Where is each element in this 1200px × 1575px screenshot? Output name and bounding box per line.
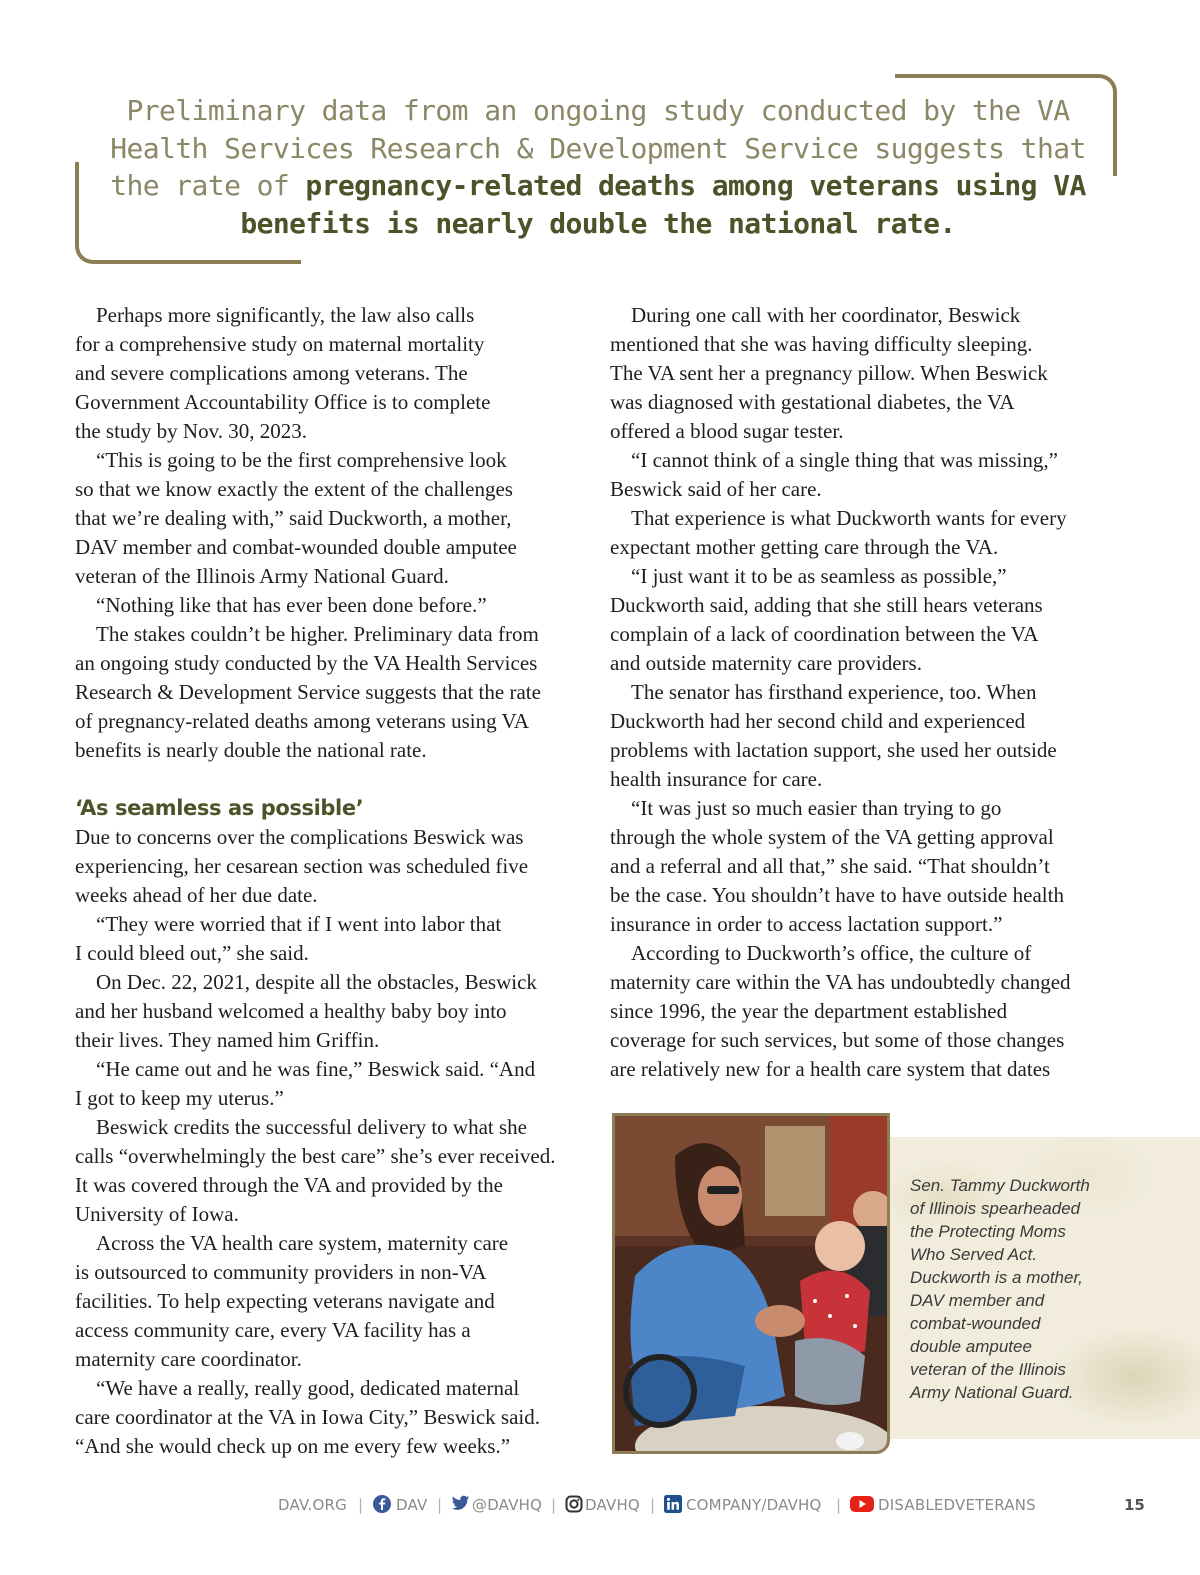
text-line: and severe complications among veterans. The [75,361,468,385]
youtube-icon[interactable] [850,1495,874,1513]
text-line: through the whole system of the VA getting approval [610,825,1054,849]
youtube-handle[interactable]: DISABLEDVETERANS [878,1496,1036,1514]
text-line: University of Iowa. [75,1202,239,1226]
text-line: of pregnancy-related deaths among veterans using VA [75,709,530,733]
text-line: maternity care coordinator. [75,1347,302,1371]
text-line: benefits is nearly double the national rate. [75,738,427,762]
caption-line: of Illinois spearheaded [910,1199,1081,1218]
page-footer [0,1494,1200,1518]
text-line: calls “overwhelmingly the best care” she’s ever received. [75,1144,556,1168]
instagram-icon[interactable] [565,1495,583,1513]
text-line: weeks ahead of her due date. [75,883,318,907]
text-line: insurance in order to access lactation support.” [610,912,1003,936]
text-line: “This is going to be the first comprehensive look [96,448,507,472]
text-line: for a comprehensive study on maternal mortality [75,332,485,356]
footer-separator: | [358,1496,364,1514]
text-line: “I just want it to be as seamless as possible,” [631,564,1007,588]
section-heading: ‘As seamless as possible’ [75,796,364,820]
text-line: and outside maternity care providers. [610,651,922,675]
text-line: Across the VA health care system, maternity care [96,1231,509,1255]
text-line: expectant mother getting care through the VA. [610,535,999,559]
text-line: Perhaps more significantly, the law also calls [96,303,475,327]
caption-line: veteran of the Illinois [910,1360,1066,1379]
twitter-icon[interactable] [451,1495,470,1512]
text-line: their lives. They named him Griffin. [75,1028,380,1052]
text-line: care coordinator at the VA in Iowa City,” Beswick said. [75,1405,540,1429]
text-line: According to Duckworth’s office, the culture of [631,941,1032,965]
text-line: mentioned that she was having difficulty sleeping. [610,332,1033,356]
text-line: be the case. You shouldn’t have to have outside health [610,883,1064,907]
text-line: the study by Nov. 30, 2023. [75,419,307,443]
photo-caption [910,1174,1120,1404]
text-line: maternity care within the VA has undoubtedly changed [610,970,1071,994]
text-line: health insurance for care. [610,767,823,791]
text-line: complain of a lack of coordination between the VA [610,622,1039,646]
caption-line: Army National Guard. [910,1383,1074,1402]
article-column-left [75,301,585,1461]
footer-separator: | [836,1496,842,1514]
text-line: “It was just so much easier than trying to go [631,796,1002,820]
text-line: I got to keep my uterus.” [75,1086,284,1110]
text-line: and her husband welcomed a healthy baby boy into [75,999,507,1023]
text-line: The VA sent her a pregnancy pillow. When Beswick [610,361,1048,385]
text-line: and a referral and all that,” she said. “That shouldn’t [610,854,1050,878]
text-line: since 1996, the year the department established [610,999,1008,1023]
text-line: Beswick said of her care. [610,477,822,501]
text-line: On Dec. 22, 2021, despite all the obstacles, Beswick [96,970,537,994]
text-line: Research & Development Service suggests that the rate [75,680,541,704]
text-line: The stakes couldn’t be higher. Preliminary data from [96,622,539,646]
text-line: “We have a really, really good, dedicated maternal [96,1376,520,1400]
twitter-handle[interactable]: @DAVHQ [472,1496,543,1514]
caption-line: the Protecting Moms [910,1222,1066,1241]
text-line: The senator has firsthand experience, too. When [631,680,1037,704]
text-line: “And she would check up on me every few weeks.” [75,1434,511,1458]
text-line: access community care, every VA facility has a [75,1318,471,1342]
text-line: facilities. To help expecting veterans navigate and [75,1289,495,1313]
text-line: coverage for such services, but some of those changes [610,1028,1065,1052]
footer-separator: | [650,1496,656,1514]
caption-line: double amputee [910,1337,1032,1356]
caption-line: Sen. Tammy Duckworth [910,1176,1090,1195]
text-line: It was covered through the VA and provided by the [75,1173,503,1197]
text-line: problems with lactation support, she used her outside [610,738,1057,762]
pull-quote-lead: Preliminary data from an ongoing study conducted by the VA Health Services Research & Development Service suggests that the rate of [110,94,1086,202]
page-number: 15 [1124,1496,1145,1514]
text-line: Beswick credits the successful delivery to what she [96,1115,527,1139]
text-line: “Nothing like that has ever been done before.” [96,593,487,617]
facebook-icon[interactable] [373,1495,391,1513]
text-line: Government Accountability Office is to complete [75,390,491,414]
text-line: experiencing, her cesarean section was scheduled five [75,854,529,878]
text-line: Duckworth had her second child and experienced [610,709,1026,733]
instagram-handle[interactable]: DAVHQ [585,1496,640,1514]
text-line: veteran of the Illinois Army National Guard. [75,564,449,588]
text-line: Due to concerns over the complications Beswick was [75,825,524,849]
text-line: offered a blood sugar tester. [610,419,844,443]
text-line: “I cannot think of a single thing that was missing,” [631,448,1058,472]
text-line: I could bleed out,” she said. [75,941,309,965]
pull-quote-emphasis: pregnancy-related deaths among veterans using VA benefits is nearly double the national rate. [240,169,1086,240]
caption-line: Who Served Act. [910,1245,1037,1264]
linkedin-icon[interactable] [664,1495,682,1513]
text-line: that we’re dealing with,” said Duckworth, a mother, [75,506,512,530]
photo-illustration [615,1116,887,1451]
text-line: was diagnosed with gestational diabetes, the VA [610,390,1015,414]
text-line: During one call with her coordinator, Beswick [631,303,1021,327]
caption-line: Duckworth is a mother, [910,1268,1083,1287]
text-line: Duckworth said, adding that she still hears veterans [610,593,1043,617]
article-column-right [610,301,1120,1084]
text-line: so that we know exactly the extent of the challenges [75,477,513,501]
caption-line: combat-wounded [910,1314,1041,1333]
pull-quote [100,92,1096,242]
text-line: That experience is what Duckworth wants for every [631,506,1067,530]
facebook-handle[interactable]: DAV [396,1496,428,1514]
footer-separator: | [551,1496,557,1514]
text-line: an ongoing study conducted by the VA Health Services [75,651,538,675]
footer-separator: | [437,1496,443,1514]
website-link[interactable]: DAV.ORG [278,1496,347,1514]
text-line: is outsourced to community providers in non-VA [75,1260,487,1284]
caption-line: DAV member and [910,1291,1045,1310]
photo-duckworth-with-baby [612,1113,890,1454]
text-line: “They were worried that if I went into labor that [96,912,502,936]
text-line: “He came out and he was fine,” Beswick said. “And [96,1057,536,1081]
linkedin-handle[interactable]: COMPANY/DAVHQ [686,1496,822,1514]
text-line: DAV member and combat-wounded double amputee [75,535,517,559]
text-line: are relatively new for a health care system that dates [610,1057,1051,1081]
